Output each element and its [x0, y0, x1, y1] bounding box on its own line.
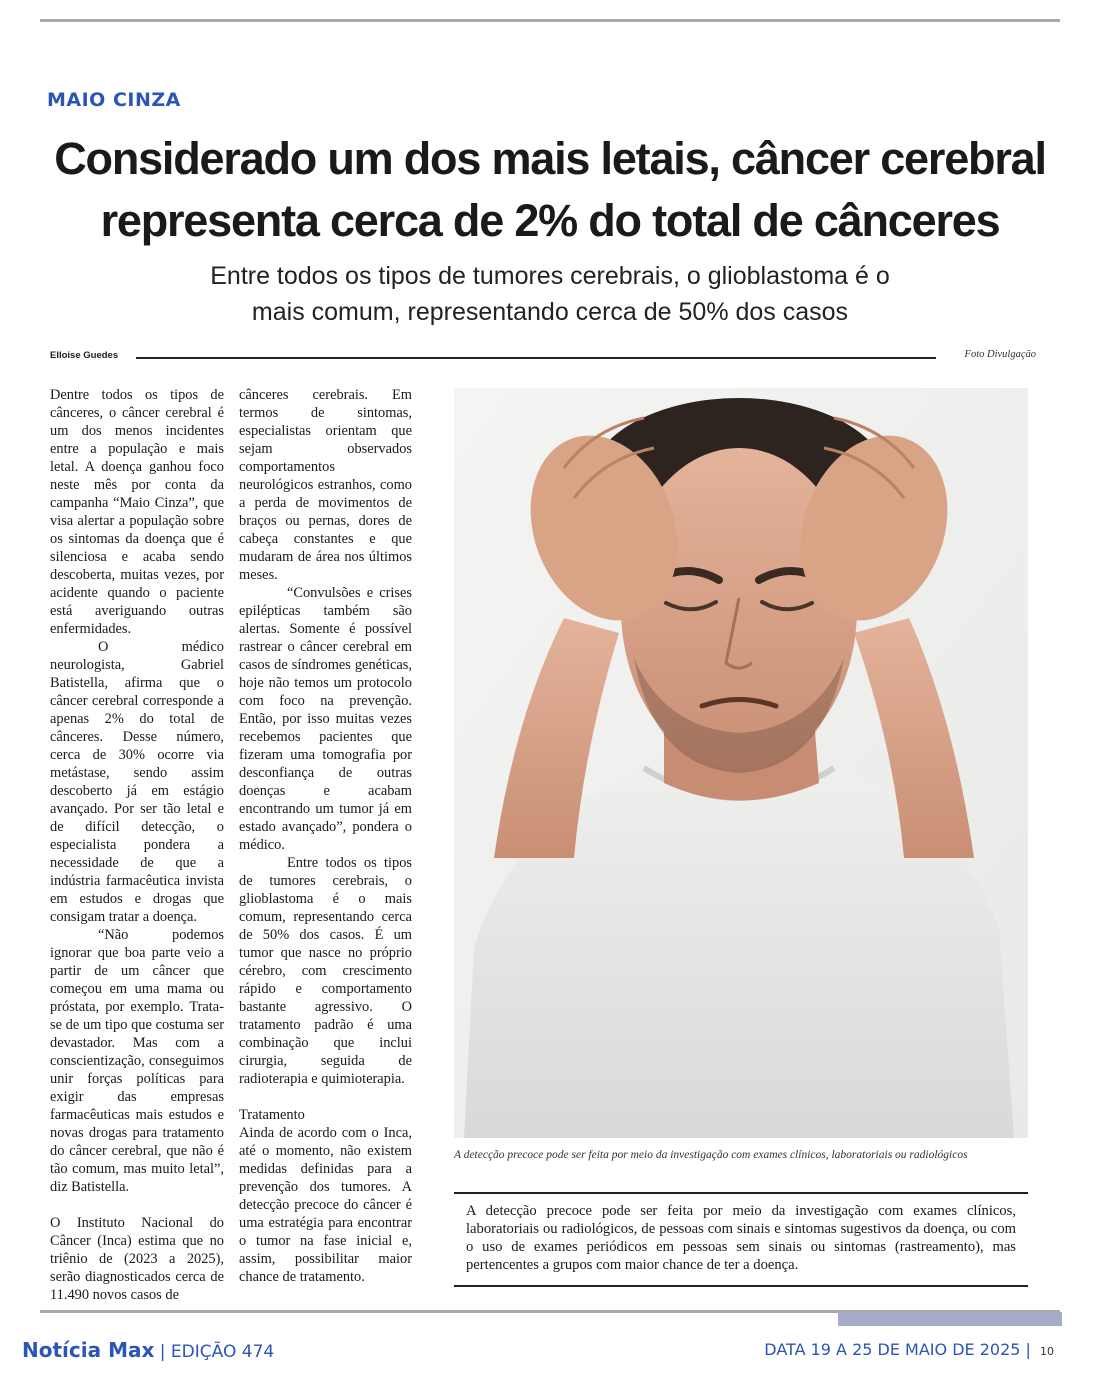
byline-rule — [136, 357, 936, 359]
byline — [50, 348, 1040, 366]
man-holding-head-illustration — [454, 388, 1028, 1138]
paragraph: O Instituto Nacional do Câncer (Inca) estima que no triênio de (2023 a 2025), serão diagnosticados cerca de 11.490 novos casos de — [50, 1215, 224, 1303]
publication-name: Notícia Max — [22, 1338, 155, 1362]
paragraph: “Convulsões e crises epilépticas também são alertas. Somente é possível rastrear o câncer cerebral em casos de síndromes genéticas, hoje não temos um protocolo com foco na prevenção. Então, por isso muitas vezes recebemos pacientes que fizeram uma tomografia por desconfiança de outras doenças e acabam encontrando um tumor já em estado avançado”, pondera o médico. — [239, 585, 412, 853]
top-rule — [40, 19, 1060, 22]
photo-caption: A detecção precoce pode ser feita por meio da investigação com exames clínicos, laboratoriais ou radiológicos — [454, 1149, 968, 1161]
article-column-2 — [239, 386, 412, 1286]
paragraph: “Não podemos ignorar que boa parte veio a partir de um câncer que começou em uma mama ou próstata, por exemplo. Trata-se de um tipo que costuma ser devastador. Mas com a conscientização, conseguimos unir forças políticas para exigir das empresas farmacêuticas mais estudos e novas drogas para tratamento do câncer cerebral, que não é tão comum, mas muito letal”, diz Batistella. — [50, 927, 224, 1195]
footer-separator: | — [1025, 1340, 1031, 1359]
standfirst-line-2: mais comum, representando cerca de 50% dos casos — [251, 298, 849, 326]
issue-date: DATA 19 A 25 DE MAIO DE 2025 — [764, 1340, 1021, 1359]
paragraph: Ainda de acordo com o Inca, até o momento, não existem medidas definidas para a prevenção dos tumores. A detecção precoce do câncer é uma estratégia para encontrar o tumor na fase inicial e, assim, possibilitar maior chance de tratamento. — [239, 1125, 412, 1285]
headline-line-1: Considerado um dos mais letais, câncer cerebral — [54, 133, 1046, 184]
edition-number: EDIÇÃO 474 — [170, 1342, 275, 1362]
paragraph: cânceres cerebrais. Em termos de sintomas, especialistas orientam que sejam observados comportamentos neurológicos estranhos, como a perda de movimentos de braços ou pernas, dores de cabeça constantes e que mudaram de área nos últimos meses. — [239, 387, 412, 583]
article-photo — [454, 388, 1028, 1138]
box-bottom-rule — [454, 1285, 1028, 1287]
standfirst-line-1: Entre todos os tipos de tumores cerebrais, o glioblastoma é o — [210, 262, 890, 290]
paragraph: O médico neurologista, Gabriel Batistella, afirma que o câncer cerebral corresponde a apenas 2% do total de cânceres. Desse número, cerca de 30% ocorre via metástase, sendo assim descoberto já em estágio avançado. Por ser tão letal e de difícil detecção, o especialista pondera a necessidade de que a indústria farmacêutica invista em estudos e drogas que consigam tratar a doença. — [50, 639, 224, 925]
page-number: 10 — [1040, 1345, 1054, 1358]
paragraph: Dentre todos os tipos de cânceres, o câncer cerebral é um dos menos incidentes entre a população e mais letal. A doença ganhou foco neste mês por conta da campanha “Maio Cinza”, que visa alertar a população sobre os sintomas da doença que é silenciosa e acaba sendo descoberta, muitas vezes, por acidente quando o paciente está averiguando outras enfermidades. — [50, 387, 224, 637]
article-column-1 — [50, 386, 224, 1304]
bottom-accent-bar — [838, 1312, 1062, 1326]
standfirst — [120, 258, 980, 330]
highlight-box-text: A detecção precoce pode ser feita por meio da investigação com exames clínicos, laboratoriais ou radiológicos, de pessoas com sinais e sintomas sugestivos da doença, ou com o uso de exames periódicos em pessoas sem sinais ou sintomas (rastreamento), mas pertencentes a grupos com maior chance de ter a doença. — [466, 1203, 1016, 1273]
subheading: Tratamento — [239, 1107, 305, 1123]
paragraph: Entre todos os tipos de tumores cerebrais, o glioblastoma é o mais comum, representando cerca de 50% dos casos. É um tumor que nasce no próprio cérebro, com crescimento rápido e comportamento bastante agressivo. O tratamento padrão é uma combinação que inclui cirurgia, seguida de radioterapia e quimioterapia. — [239, 855, 412, 1087]
footer-separator: | — [159, 1342, 166, 1362]
headline — [20, 128, 1080, 252]
author-name: Elloise Guedes — [50, 350, 119, 361]
footer-date — [764, 1340, 1054, 1359]
photo-credit: Foto Divulgação — [964, 349, 1036, 360]
section-kicker: MAIO CINZA — [47, 89, 181, 111]
headline-line-2: representa cerca de 2% do total de cânceres — [100, 195, 1000, 246]
footer-publication — [22, 1338, 274, 1362]
box-top-rule — [454, 1192, 1028, 1194]
